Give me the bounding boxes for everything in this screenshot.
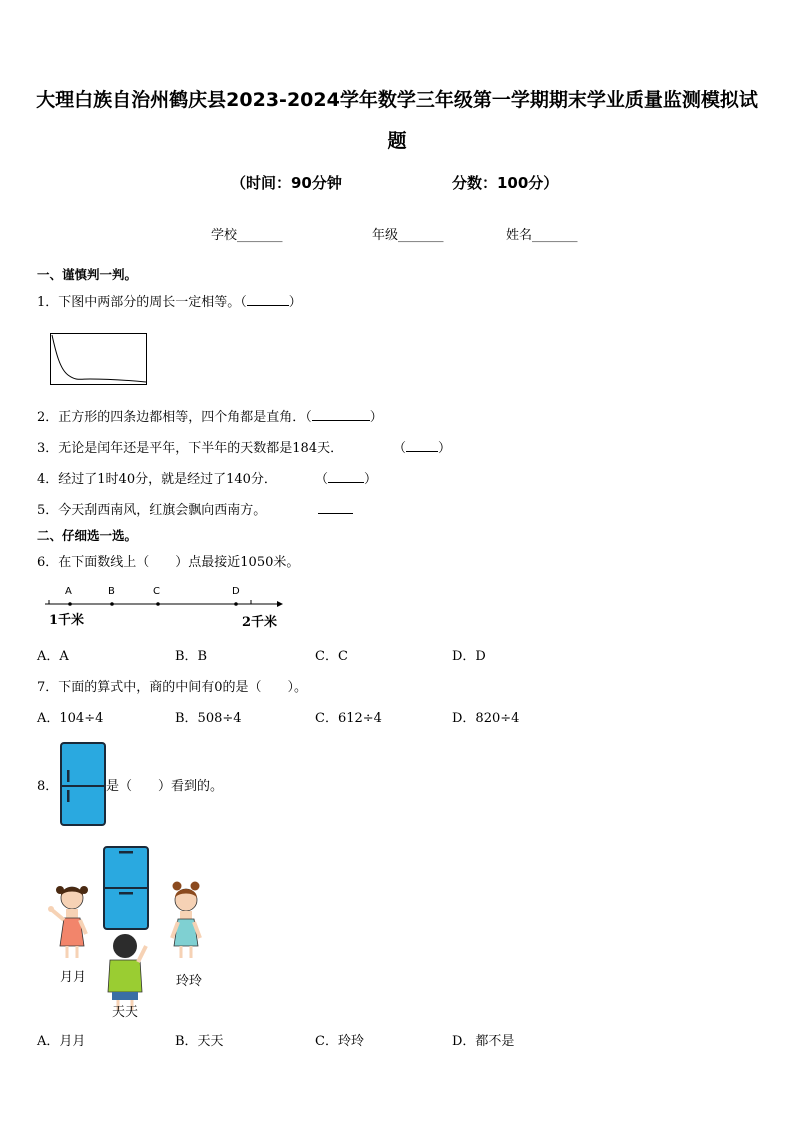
question-8-number: 8． [37, 779, 59, 794]
figure-rectangle [51, 334, 147, 385]
page-title-continued: 题 [387, 130, 407, 152]
bracket-open: （ [315, 472, 329, 487]
figure-curve [52, 335, 146, 382]
fridge-body [61, 743, 105, 825]
question-3-text: 3．无论是闰年还是平年，下半年的天数都是184天． [37, 441, 344, 456]
point-b-label: B [108, 586, 115, 597]
girl-yueyue-icon [48, 886, 88, 958]
number-line-end-label: 2千米 [242, 615, 278, 630]
question-4-answer [315, 468, 377, 487]
section-heading-judge: 一、谨慎判一判。 [37, 267, 138, 282]
answer-blank [318, 513, 353, 514]
question-2 [37, 406, 383, 425]
name-yueyue: 月月 [60, 970, 87, 985]
perimeter-figure [50, 333, 148, 386]
answer-blank [328, 470, 364, 483]
point-a-dot [68, 602, 72, 606]
point-c-dot [156, 602, 160, 606]
name-lingling: 玲玲 [176, 974, 203, 989]
fridge-front-icon [60, 742, 106, 826]
q6-option-d: D．D [452, 649, 486, 664]
q7-option-d: D．820÷4 [452, 711, 520, 726]
name-field: 姓名_______ [506, 228, 578, 243]
bracket-open: （ [393, 441, 407, 456]
question-6: 6．在下面数线上（ ）点最接近1050米。 [37, 555, 300, 570]
answer-blank [406, 439, 438, 452]
grade-field: 年级_______ [372, 228, 444, 243]
fridge-handle-top [67, 770, 70, 782]
q7-option-c: C．612÷4 [315, 711, 382, 726]
number-line-arrow [277, 601, 283, 607]
question-4-text: 4．经过了1时40分，就是经过了140分． [37, 472, 277, 487]
number-line-start-label: 1千米 [49, 613, 85, 628]
question-4 [37, 468, 277, 487]
q8-option-c: C．玲玲 [315, 1034, 364, 1049]
q7-option-b: B．508÷4 [175, 711, 242, 726]
q6-option-a: A．A [37, 649, 69, 664]
section-heading-choose: 二、仔细选一选。 [37, 528, 138, 543]
point-c-label: C [153, 586, 160, 597]
bracket-close: ） [438, 441, 452, 456]
q8-option-d: D．都不是 [452, 1034, 515, 1049]
girl-lingling-icon [172, 882, 200, 959]
point-d-label: D [232, 586, 240, 597]
question-5-text: 5．今天刮西南风，红旗会飘向西南方。 [37, 503, 267, 518]
question-5 [37, 499, 266, 518]
bracket-close: ） [369, 410, 383, 425]
question-7: 7．下面的算式中，商的中间有0的是（ ）。 [37, 680, 308, 695]
school-field: 学校_______ [211, 228, 283, 243]
point-d-dot [234, 602, 238, 606]
question-3-answer [393, 437, 451, 456]
q6-option-c: C．C [315, 649, 348, 664]
fridge-handle-bottom [67, 790, 70, 802]
question-8-text: 是（ ）看到的。 [106, 779, 224, 794]
question-1-text: 1．下图中两部分的周长一定相等。（ [37, 295, 247, 310]
question-1 [37, 291, 302, 310]
exam-score: 分数：100分） [452, 174, 559, 192]
point-a-label: A [65, 586, 72, 597]
number-line [40, 584, 285, 608]
q7-option-a: A．104÷4 [37, 711, 104, 726]
bracket-close: ） [288, 295, 302, 310]
scene-illustration [40, 842, 220, 1022]
exam-time: （时间：90分钟 [231, 174, 342, 192]
point-b-dot [110, 602, 114, 606]
fridge-icon [104, 847, 148, 929]
answer-blank [312, 408, 370, 421]
question-2-text: 2．正方形的四条边都相等，四个角都是直角．（ [37, 410, 312, 425]
page-title: 大理白族自治州鹤庆县2023-2024学年数学三年级第一学期期末学业质量监测模拟试 [36, 89, 758, 111]
q6-option-b: B．B [175, 649, 208, 664]
name-tiantian: 天天 [112, 1005, 139, 1020]
bracket-close: ） [364, 472, 378, 487]
q8-option-b: B．天天 [175, 1034, 224, 1049]
answer-blank [247, 293, 289, 306]
question-3 [37, 437, 343, 456]
q8-option-a: A．月月 [37, 1034, 86, 1049]
boy-tiantian-icon [108, 934, 146, 1010]
